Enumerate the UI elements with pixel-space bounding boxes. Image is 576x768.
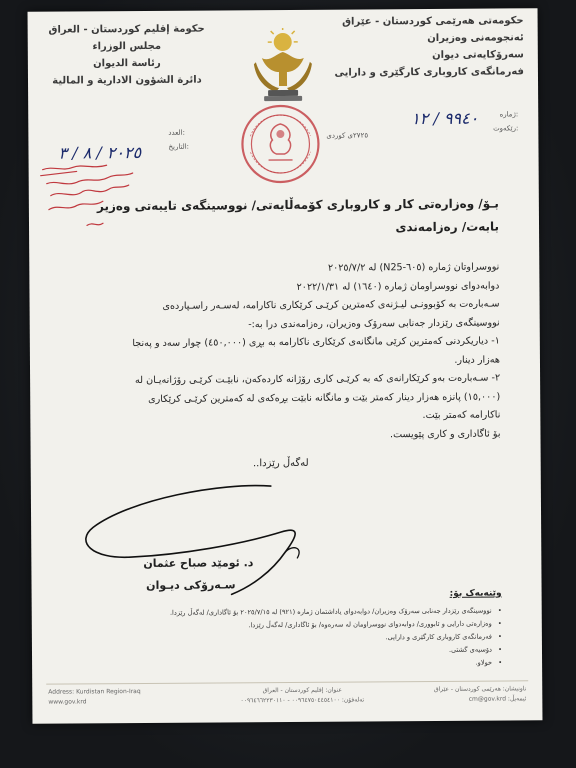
signatory-name: د. ئومێد صباح عثمان	[143, 556, 254, 570]
header-arabic-line2: مجلس الوزراء	[92, 40, 162, 53]
official-seal-stamp-icon	[238, 102, 323, 187]
number-label-arabic: العدد:	[168, 128, 186, 137]
header-kurdish	[324, 12, 524, 81]
footer-website: www.gov.krd	[48, 698, 87, 706]
body-line-6: هەزار دینار.	[454, 353, 500, 366]
body-line-2: دوابەدوای نووسراومان ژمارە (١٦٤٠) لە ٢٠٢٢/١/٣١	[296, 280, 500, 293]
header-arabic-line3: رئاسة الديوان	[93, 57, 161, 70]
cc-item: • وەزارەتی دارایی و ئابووری/ دوابەدوای نووسراومان لە سەرەوە/ بۆ ئاگاداری/ لەگەڵ رێزدا.	[62, 617, 502, 633]
addressee-line: بـۆ/ وەزارەتی کار و کاروباری کۆمەڵایەتی/ نووسینگەی تایبەتی وەزیر	[96, 196, 499, 214]
footer-kurdish	[396, 684, 526, 705]
number-label: ژمارە:	[499, 110, 519, 119]
handwritten-ref-number: ٩٩٤٠ / ١٢	[411, 108, 479, 129]
kurdistan-emblem-icon	[246, 28, 321, 109]
letter-page	[28, 8, 543, 724]
header-arabic-line1: حكومة إقليم كوردستان - العراق	[48, 23, 205, 36]
subject-line: بابەت/ رەزامەندی	[395, 219, 500, 235]
body-line-5: ١- دیاریکردنی کەمترین کرێی مانگانەی کرێکاری ناکارامە بە بڕی (٤٥٠,٠٠٠) چوار سەد و پەنجا	[132, 335, 500, 350]
body-line-3: سـەبارەت بە کۆبوونـی لیـژنەی کەمترین کرێـی کرێکاری ناکارامە، لەسـەر راسـپاردەی	[162, 298, 500, 312]
footer-arabic-address: عنوان: إقليم كوردستان - العراق	[262, 686, 342, 695]
header-kurdish-line2: ئەنجومەنی وەزیران	[427, 32, 524, 44]
header-kurdish-line1: حکومەتی هەرێمی کوردستان - عێراق	[342, 15, 524, 28]
cc-list	[62, 604, 502, 672]
body-line-8: (١٥,٠٠٠) پانزە هەزار دینار کەمتر بێت و مانگانە نابێت بڕەکەی لە کەمترین کرێـی کرێکاری	[148, 390, 501, 405]
date-label-arabic: التاريخ:	[168, 142, 190, 151]
cc-item: • نووسینگەی رێزدار جەنابی سەرۆک وەزیران/ دوابەدوای یاداشتمان ژمارە (٩٢١) لە ٢٠٢٥/٧/١٥ بۆ ئاگاداری/ لەگەڵ رێزدا.	[62, 604, 502, 620]
footer-address: Address: Kurdistan Region-Iraq	[48, 688, 141, 696]
kurdish-year: ٢٧٢٥ی کوردی	[326, 131, 369, 140]
footer-arabic	[222, 685, 382, 706]
cc-item: • دۆسیەی گشتی.	[62, 643, 502, 659]
footer-english	[48, 687, 188, 708]
header-kurdish-line4: فەرمانگەی کاروباری کارگێری و دارایی	[334, 66, 524, 79]
header-kurdish-line3: سەرۆکایەتی دیوان	[432, 49, 524, 61]
body-line-10: بۆ ئاگاداری و کاری پێویست.	[389, 427, 501, 440]
body-line-1: نووسراوتان ژمارە (٦٠٥-N25) لە ٢٠٢٥/٧/٢	[327, 261, 500, 274]
handwritten-date: ٢٠٢٥ / ٨ / ٣	[58, 142, 142, 163]
cc-item: • فەرمانگەی کاروباری کارگێری و دارایی.	[62, 630, 502, 646]
header-arabic	[42, 21, 212, 90]
cc-heading: وێنەیەک بۆ:	[449, 588, 502, 599]
footer-kurdish-address: ناونیشان: هەرێمی کوردستان - عێراق	[433, 685, 527, 693]
footer-email: ئیمەیڵ: cm@gov.krd	[468, 695, 527, 703]
body-line-4: نووسینگەی رێزدار جەنابی سەرۆک وەزیران، رەزامەندی درا بە:-	[248, 317, 500, 330]
signatory-title: سـەرۆکی دیـوان	[146, 578, 236, 592]
body-line-7: ٢- سـەبارەت بەو کرێکارانەی کە بە کرێـی کاری رۆژانە کاردەکەن، نابێـت کرێـی رۆژانەیـان لە	[134, 372, 501, 387]
body-line-9: ناکارامە کەمتر بێت.	[422, 409, 501, 422]
closing-line: لەگەڵ رێزدا..	[252, 457, 309, 470]
date-label: رێکەوت:	[493, 124, 519, 133]
header-arabic-line4: دائرة الشؤون الادارية و المالية	[52, 74, 202, 87]
letter-body	[85, 259, 500, 447]
cc-item: • خولاو.	[62, 656, 502, 672]
footer-phone: تەلەفۆن: ٠٠٩٦٤٧٥٠٤٤٥٤١٠٠ - ٠٠٩٦٤٦٦٢٢٣٠١١٠	[240, 696, 365, 705]
